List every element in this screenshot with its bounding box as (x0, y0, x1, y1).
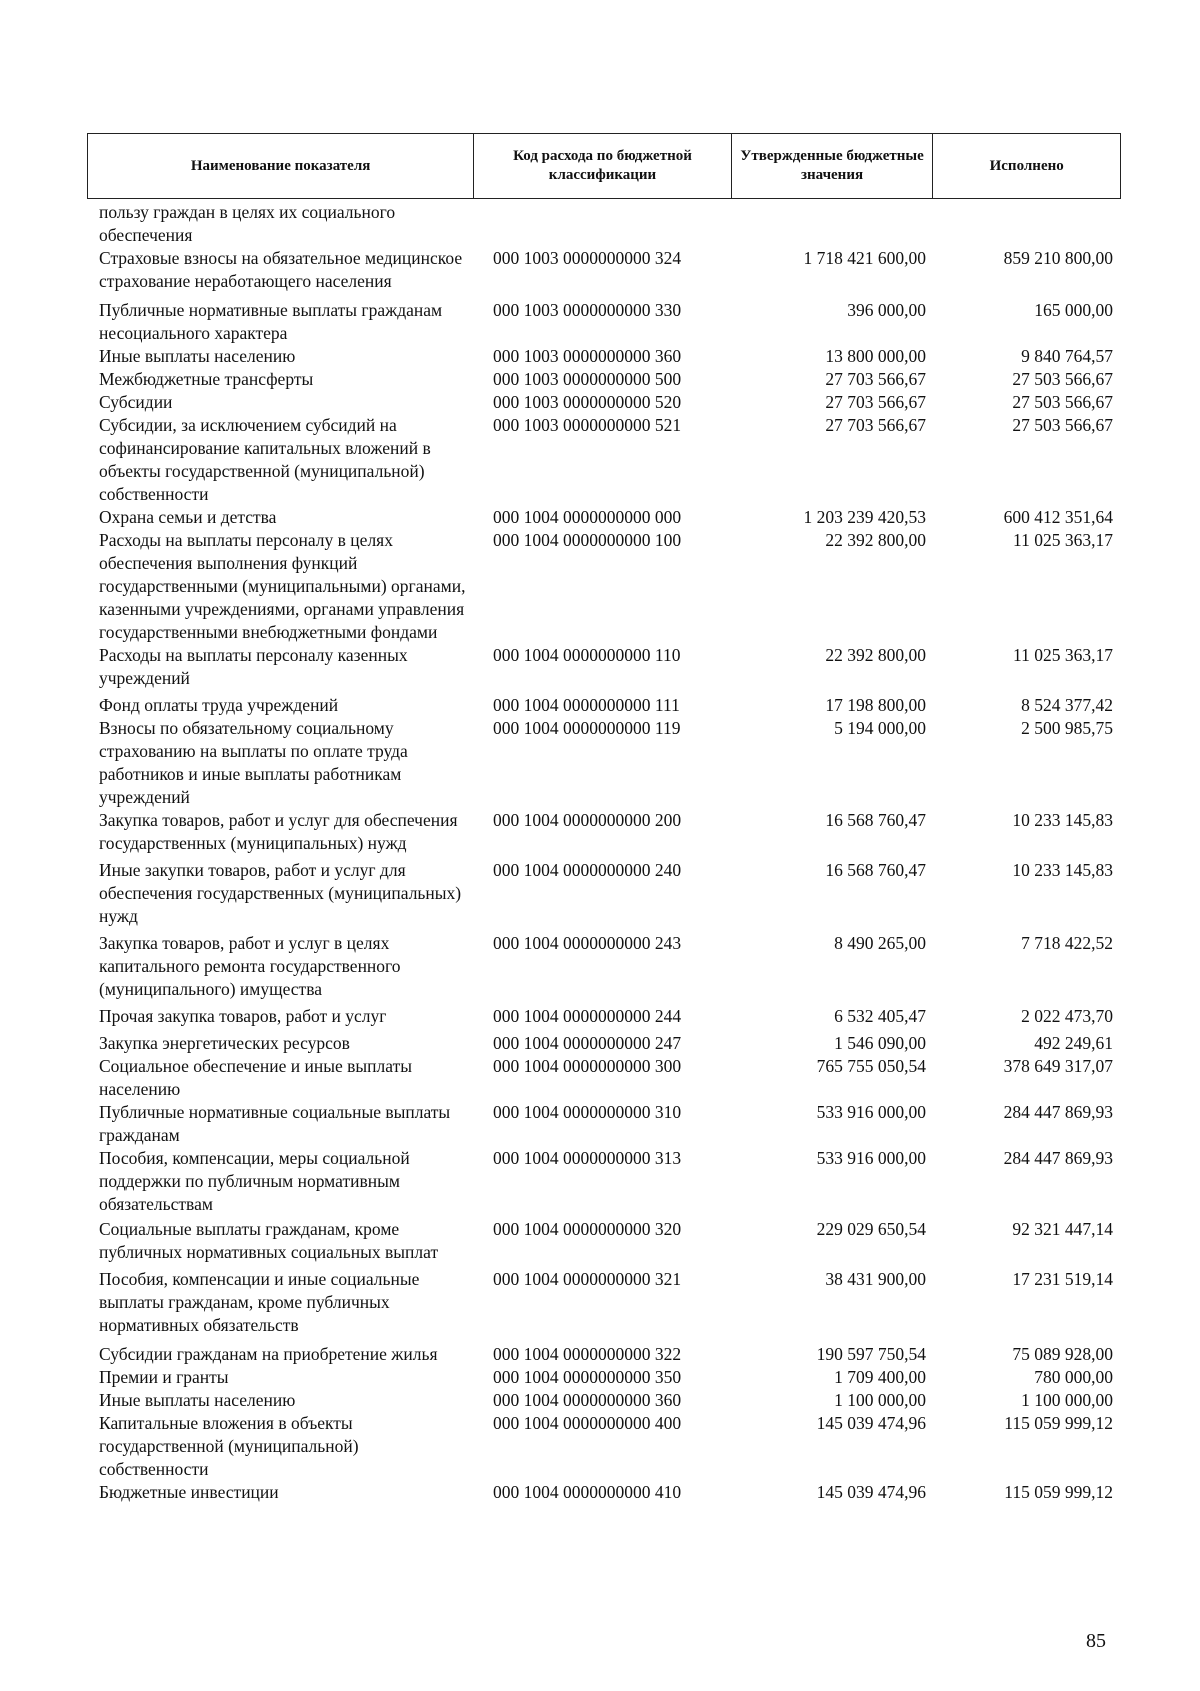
row-name: Охрана семьи и детства (99, 507, 277, 527)
row-code: 000 1004 0000000000 300 (493, 1056, 682, 1076)
row-code: 000 1003 0000000000 500 (493, 369, 682, 389)
table-row (87, 414, 1121, 506)
row-approved: 1 203 239 420,53 (803, 507, 926, 527)
row-name: Пособия, компенсации и иные социальные выплаты гражданам, кроме публичных нормативных обязательств (99, 1269, 420, 1335)
row-done: 8 524 377,42 (1021, 695, 1113, 715)
row-approved: 533 916 000,00 (816, 1102, 926, 1122)
row-name: Взносы по обязательному социальному страхованию на выплаты по оплате труда работников и иные выплаты работникам учреждений (99, 718, 408, 807)
row-done: 92 321 447,14 (1012, 1219, 1113, 1239)
row-name: Закупка энергетических ресурсов (99, 1033, 350, 1053)
table-row (87, 1218, 1121, 1264)
row-code: 000 1004 0000000000 310 (493, 1102, 682, 1122)
row-code: 000 1004 0000000000 350 (493, 1367, 682, 1387)
row-code: 000 1004 0000000000 321 (493, 1269, 682, 1289)
row-name: Прочая закупка товаров, работ и услуг (99, 1006, 387, 1026)
table-row (87, 201, 1121, 247)
table-row (87, 1481, 1121, 1504)
row-code: 000 1004 0000000000 100 (493, 530, 682, 550)
table-row (87, 1389, 1121, 1412)
row-approved: 17 198 800,00 (825, 695, 926, 715)
table-row (87, 345, 1121, 368)
row-approved: 190 597 750,54 (816, 1344, 926, 1364)
table-row (87, 932, 1121, 1001)
table-row (87, 1412, 1121, 1481)
table-row (87, 717, 1121, 809)
table-row (87, 1101, 1121, 1147)
row-done: 2 500 985,75 (1021, 718, 1113, 738)
row-name: Иные выплаты населению (99, 1390, 296, 1410)
row-name: Фонд оплаты труда учреждений (99, 695, 339, 715)
table-row (87, 1032, 1121, 1055)
row-done: 7 718 422,52 (1021, 933, 1113, 953)
row-name: Бюджетные инвестиции (99, 1482, 279, 1502)
row-done: 115 059 999,12 (1004, 1482, 1113, 1502)
row-code: 000 1004 0000000000 111 (493, 695, 680, 715)
row-done: 27 503 566,67 (1012, 415, 1113, 435)
row-name: Пособия, компенсации, меры социальной поддержки по публичным нормативным обязательствам (99, 1148, 410, 1214)
row-name: Премии и гранты (99, 1367, 229, 1387)
row-code: 000 1003 0000000000 521 (493, 415, 682, 435)
table-row (87, 694, 1121, 717)
row-name: Закупка товаров, работ и услуг в целях капитального ремонта государственного (муниципального) имущества (99, 933, 401, 999)
row-name: Субсидии, за исключением субсидий на софинансирование капитальных вложений в объекты государственной (муниципальной) собственности (99, 415, 431, 504)
row-code (474, 201, 732, 247)
row-name: Иные выплаты населению (99, 346, 296, 366)
table-row (87, 391, 1121, 414)
row-done (934, 201, 1121, 247)
row-name: Социальные выплаты гражданам, кроме публичных нормативных социальных выплат (99, 1219, 439, 1262)
row-approved: 229 029 650,54 (816, 1219, 926, 1239)
row-code: 000 1003 0000000000 520 (493, 392, 682, 412)
table-row (87, 1055, 1121, 1101)
row-code: 000 1004 0000000000 320 (493, 1219, 682, 1239)
row-name: Расходы на выплаты персоналу казенных учреждений (99, 645, 408, 688)
row-approved: 145 039 474,96 (816, 1413, 926, 1433)
row-done: 17 231 519,14 (1012, 1269, 1113, 1289)
row-approved: 5 194 000,00 (834, 718, 926, 738)
row-name: пользу граждан в целях их социального обеспечения (99, 202, 396, 245)
row-code: 000 1003 0000000000 330 (493, 300, 682, 320)
row-approved: 533 916 000,00 (816, 1148, 926, 1168)
row-approved: 27 703 566,67 (825, 415, 926, 435)
table-row (87, 529, 1121, 644)
row-approved: 1 100 000,00 (834, 1390, 926, 1410)
table-row (87, 1343, 1121, 1366)
row-approved: 6 532 405,47 (834, 1006, 926, 1026)
row-approved: 16 568 760,47 (825, 810, 926, 830)
row-name: Капитальные вложения в объекты государственной (муниципальной) собственности (99, 1413, 359, 1479)
row-code: 000 1004 0000000000 360 (493, 1390, 682, 1410)
row-code: 000 1004 0000000000 200 (493, 810, 682, 830)
row-name: Межбюджетные трансферты (99, 369, 314, 389)
row-approved: 22 392 800,00 (825, 645, 926, 665)
row-done: 2 022 473,70 (1021, 1006, 1113, 1026)
row-approved: 13 800 000,00 (825, 346, 926, 366)
row-code: 000 1003 0000000000 360 (493, 346, 682, 366)
row-approved: 1 718 421 600,00 (803, 248, 926, 268)
row-approved: 1 546 090,00 (834, 1033, 926, 1053)
row-name: Субсидии гражданам на приобретение жилья (99, 1344, 438, 1364)
row-code: 000 1004 0000000000 240 (493, 860, 682, 880)
row-name: Публичные нормативные социальные выплаты гражданам (99, 1102, 451, 1145)
row-done: 10 233 145,83 (1012, 860, 1113, 880)
row-approved (732, 201, 934, 247)
row-code: 000 1004 0000000000 247 (493, 1033, 682, 1053)
row-code: 000 1003 0000000000 324 (493, 248, 682, 268)
header-code: Код расхода по бюджетной классификации (474, 134, 732, 198)
row-done: 27 503 566,67 (1012, 369, 1113, 389)
table-row (87, 1366, 1121, 1389)
row-done: 284 447 869,93 (1003, 1148, 1113, 1168)
table-row (87, 368, 1121, 391)
table-body (87, 201, 1121, 1504)
row-code: 000 1004 0000000000 322 (493, 1344, 682, 1364)
row-approved: 145 039 474,96 (816, 1482, 926, 1502)
row-done: 9 840 764,57 (1021, 346, 1113, 366)
row-code: 000 1004 0000000000 400 (493, 1413, 682, 1433)
row-name: Субсидии (99, 392, 173, 412)
table-row (87, 809, 1121, 855)
row-done: 378 649 317,07 (1003, 1056, 1113, 1076)
row-done: 165 000,00 (1034, 300, 1113, 320)
row-name: Публичные нормативные выплаты гражданам несоциального характера (99, 300, 443, 343)
row-name: Расходы на выплаты персоналу в целях обеспечения выполнения функций государственными (муниципальными) органами, казенными учреждениями, органами управления государственными внебюджетными фондами (99, 530, 466, 642)
row-code: 000 1004 0000000000 000 (493, 507, 682, 527)
row-approved: 1 709 400,00 (834, 1367, 926, 1387)
header-name: Наименование показателя (88, 134, 474, 198)
table-row (87, 859, 1121, 928)
table-row (87, 299, 1121, 345)
row-approved: 38 431 900,00 (825, 1269, 926, 1289)
row-done: 780 000,00 (1034, 1367, 1113, 1387)
header-approved: Утвержденные бюджетные значения (732, 134, 934, 198)
table-row (87, 247, 1121, 293)
row-done: 1 100 000,00 (1021, 1390, 1113, 1410)
row-approved: 8 490 265,00 (834, 933, 926, 953)
row-done: 75 089 928,00 (1012, 1344, 1113, 1364)
row-done: 11 025 363,17 (1013, 645, 1113, 665)
row-done: 600 412 351,64 (1003, 507, 1113, 527)
row-approved: 27 703 566,67 (825, 392, 926, 412)
row-done: 27 503 566,67 (1012, 392, 1113, 412)
table-row (87, 1005, 1121, 1028)
row-approved: 765 755 050,54 (816, 1056, 926, 1076)
table-header (87, 133, 1121, 199)
row-name: Социальное обеспечение и иные выплаты населению (99, 1056, 413, 1099)
row-done: 492 249,61 (1034, 1033, 1113, 1053)
row-done: 859 210 800,00 (1003, 248, 1113, 268)
table-row (87, 644, 1121, 690)
table-row (87, 1147, 1121, 1216)
row-code: 000 1004 0000000000 119 (493, 718, 681, 738)
row-done: 11 025 363,17 (1013, 530, 1113, 550)
row-approved: 16 568 760,47 (825, 860, 926, 880)
row-name: Закупка товаров, работ и услуг для обеспечения государственных (муниципальных) нужд (99, 810, 458, 853)
page-number: 85 (1086, 1630, 1106, 1652)
header-done: Исполнено (989, 157, 1064, 174)
row-code: 000 1004 0000000000 110 (493, 645, 681, 665)
row-done: 115 059 999,12 (1004, 1413, 1113, 1433)
row-name: Иные закупки товаров, работ и услуг для обеспечения государственных (муниципальных) нужд (99, 860, 462, 926)
row-code: 000 1004 0000000000 313 (493, 1148, 682, 1168)
row-code: 000 1004 0000000000 410 (493, 1482, 682, 1502)
row-name: Страховые взносы на обязательное медицинское страхование неработающего населения (99, 248, 463, 291)
row-done: 284 447 869,93 (1003, 1102, 1113, 1122)
row-approved: 22 392 800,00 (825, 530, 926, 550)
table-row (87, 1268, 1121, 1337)
table-row (87, 506, 1121, 529)
row-code: 000 1004 0000000000 243 (493, 933, 682, 953)
row-code: 000 1004 0000000000 244 (493, 1006, 682, 1026)
row-approved: 396 000,00 (847, 300, 926, 320)
budget-table (87, 133, 1121, 1504)
row-done: 10 233 145,83 (1012, 810, 1113, 830)
row-approved: 27 703 566,67 (825, 369, 926, 389)
